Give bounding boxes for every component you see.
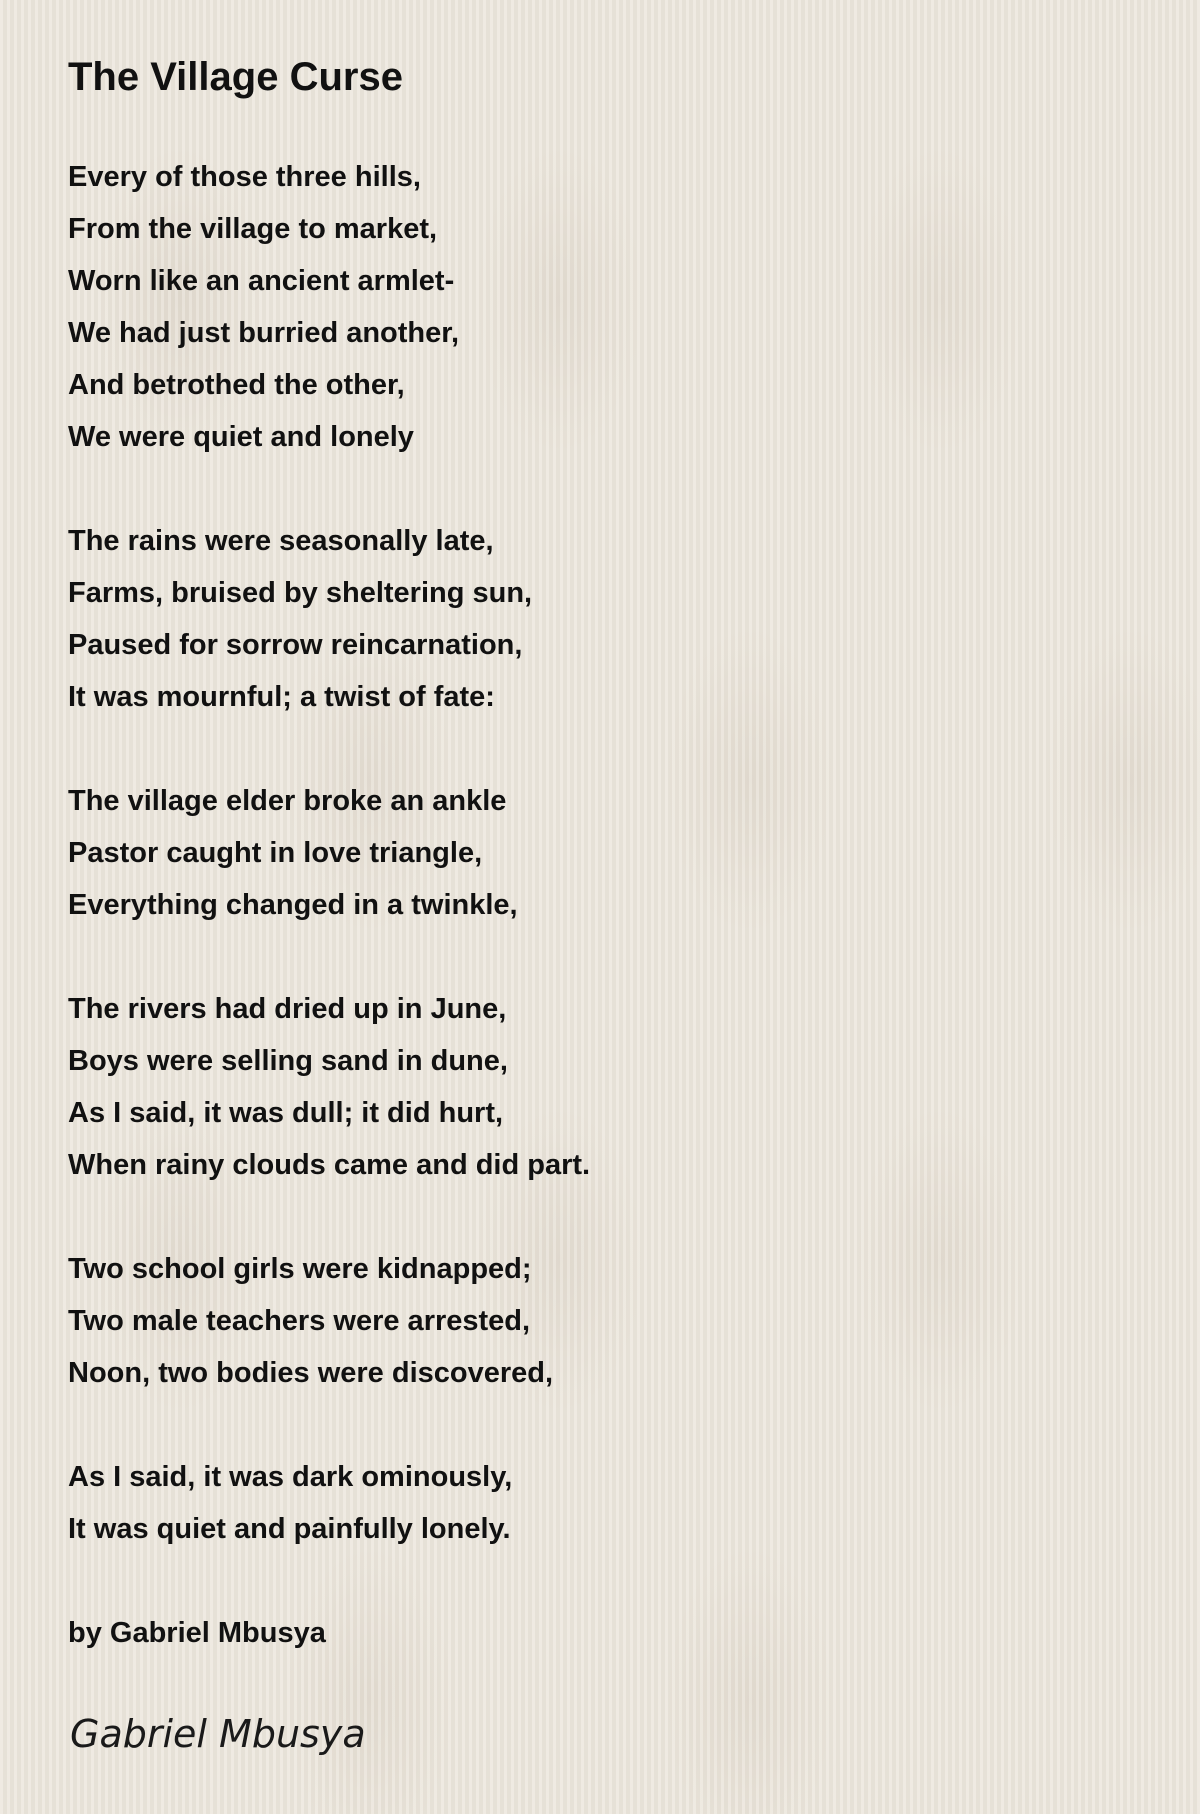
poem-line: We were quiet and lonely <box>68 421 414 453</box>
poem-line: Everything changed in a twinkle, <box>68 889 518 921</box>
poem-line: From the village to market, <box>68 213 438 245</box>
poem-line: As I said, it was dark ominously, <box>68 1461 513 1493</box>
poem-line: Farms, bruised by sheltering sun, <box>68 577 533 609</box>
poem-line: As I said, it was dull; it did hurt, <box>68 1097 504 1129</box>
stanza <box>68 151 1148 463</box>
poem-title: The Village Curse <box>68 55 403 99</box>
poem-byline: by Gabriel Mbusya <box>68 1617 326 1649</box>
poem-line: Paused for sorrow reincarnation, <box>68 629 523 661</box>
poem-line: And betrothed the other, <box>68 369 405 401</box>
poem-line: The village elder broke an ankle <box>68 785 507 817</box>
poem-line: Noon, two bodies were discovered, <box>68 1357 554 1389</box>
stanza <box>68 983 1148 1191</box>
stanza <box>68 515 1148 723</box>
poem-line: Two male teachers were arrested, <box>68 1305 531 1337</box>
author-signature: Gabriel Mbusya <box>70 1712 366 1756</box>
poem-line: Every of those three hills, <box>68 161 421 193</box>
poem-body <box>68 151 1148 1659</box>
stanza <box>68 1243 1148 1399</box>
poem-line: It was quiet and painfully lonely. <box>68 1513 511 1545</box>
poem-line: It was mournful; a twist of fate: <box>68 681 495 713</box>
poem-line: When rainy clouds came and did part. <box>68 1149 591 1181</box>
poem-line: Worn like an ancient armlet- <box>68 265 455 297</box>
poem-line: Pastor caught in love triangle, <box>68 837 483 869</box>
poem-line: We had just burried another, <box>68 317 460 349</box>
poem-page <box>68 50 1148 1659</box>
poem-line: The rivers had dried up in June, <box>68 993 507 1025</box>
poem-line: Two school girls were kidnapped; <box>68 1253 532 1285</box>
poem-line: Boys were selling sand in dune, <box>68 1045 508 1077</box>
stanza <box>68 775 1148 931</box>
poem-line: The rains were seasonally late, <box>68 525 494 557</box>
stanza <box>68 1451 1148 1555</box>
